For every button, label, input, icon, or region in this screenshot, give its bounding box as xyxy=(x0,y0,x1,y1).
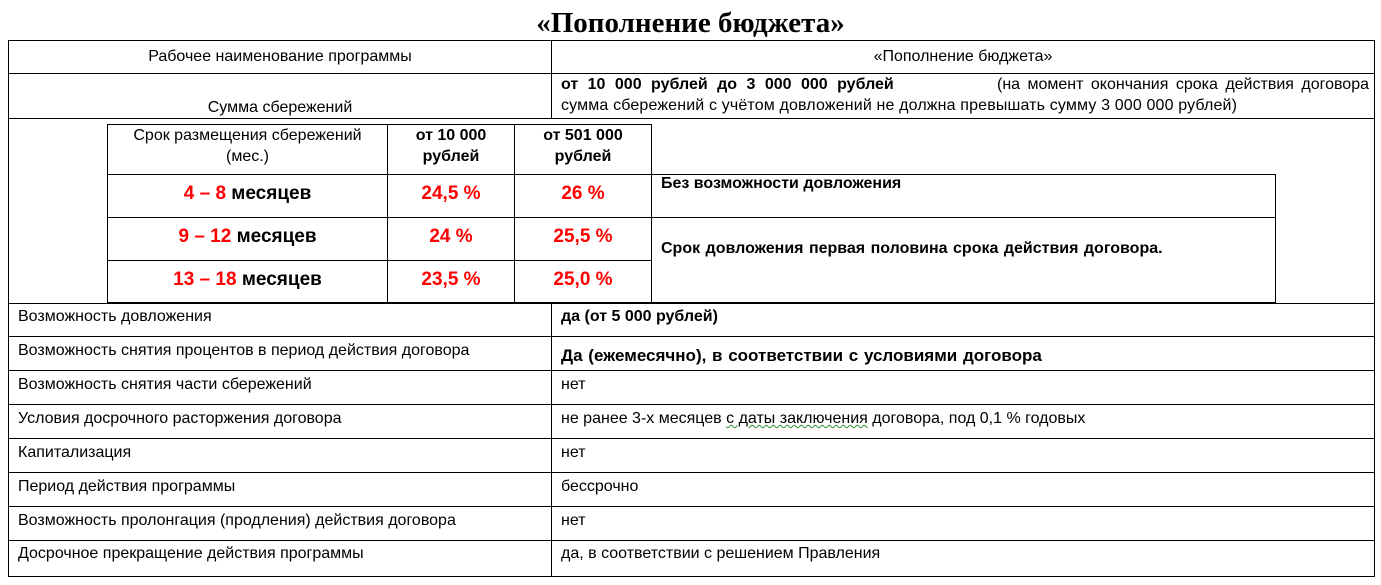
condition-value: нет xyxy=(561,376,586,393)
condition-label: Капитализация xyxy=(18,444,132,461)
rates-term: 13 – 18 месяцев xyxy=(173,269,322,290)
rates-col-term-1: Срок размещения сбережений xyxy=(133,127,362,144)
condition-label: Возможность снятия части сбережений xyxy=(18,376,312,393)
rates-col-term-2: (мес.) xyxy=(226,148,269,165)
rates-note-topup-period: Срок довложения первая половина срока действия договора. xyxy=(661,240,1163,257)
rate-b: 25,0 % xyxy=(553,269,613,290)
rates-term: 4 – 8 месяцев xyxy=(183,183,312,204)
program-name-label: Рабочее наименование программы xyxy=(148,48,412,65)
program-name-value: «Пополнение бюджета» xyxy=(873,48,1053,65)
savings-line-1 xyxy=(561,75,1369,95)
condition-label: Досрочное прекращение действия программы xyxy=(18,545,364,562)
rate-a: 24,5 % xyxy=(421,183,481,204)
savings-label: Сумма сбережений xyxy=(207,99,353,116)
condition-value: Да (ежемесячно), в соответствии с условиями договора xyxy=(561,346,1042,365)
rates-col-b-1: от 501 000 xyxy=(543,127,623,144)
document-title: «Пополнение бюджета» xyxy=(536,7,845,39)
condition-value: да, в соответствии с решением Правления xyxy=(561,545,881,562)
rates-col-b-2: рублей xyxy=(554,148,612,165)
condition-label: Возможность пролонгация (продления) действия договора xyxy=(18,512,456,529)
rates-term: 9 – 12 месяцев xyxy=(178,226,317,247)
condition-value: бессрочно xyxy=(561,478,639,495)
savings-range-note: (на момент окончания срока действия договора xyxy=(996,76,1369,93)
condition-label: Возможность снятия процентов в период действия договора xyxy=(18,342,470,359)
rate-a: 24 % xyxy=(429,226,473,247)
savings-range: от 10 000 рублей до 3 000 000 рублей xyxy=(561,76,894,93)
condition-value: нет xyxy=(561,444,586,461)
rates-col-a-1: от 10 000 xyxy=(415,127,487,144)
rates-note-no-topup: Без возможности довложения xyxy=(661,175,902,192)
condition-label: Условия досрочного расторжения договора xyxy=(18,410,342,427)
rates-col-a-2: рублей xyxy=(422,148,480,165)
condition-value: нет xyxy=(561,512,586,529)
condition-value: не ранее 3-х месяцев с даты заключения договора, под 0,1 % годовых xyxy=(561,410,1086,427)
rate-a: 23,5 % xyxy=(421,269,481,290)
condition-label: Возможность довложения xyxy=(18,308,212,325)
condition-label: Период действия программы xyxy=(18,478,236,495)
rate-b: 26 % xyxy=(561,183,605,204)
rate-b: 25,5 % xyxy=(553,226,613,247)
savings-line-2: сумма сбережений с учётом довложений не должна превышать сумму 3 000 000 рублей) xyxy=(561,97,1238,114)
condition-value: да (от 5 000 рублей) xyxy=(561,308,718,325)
